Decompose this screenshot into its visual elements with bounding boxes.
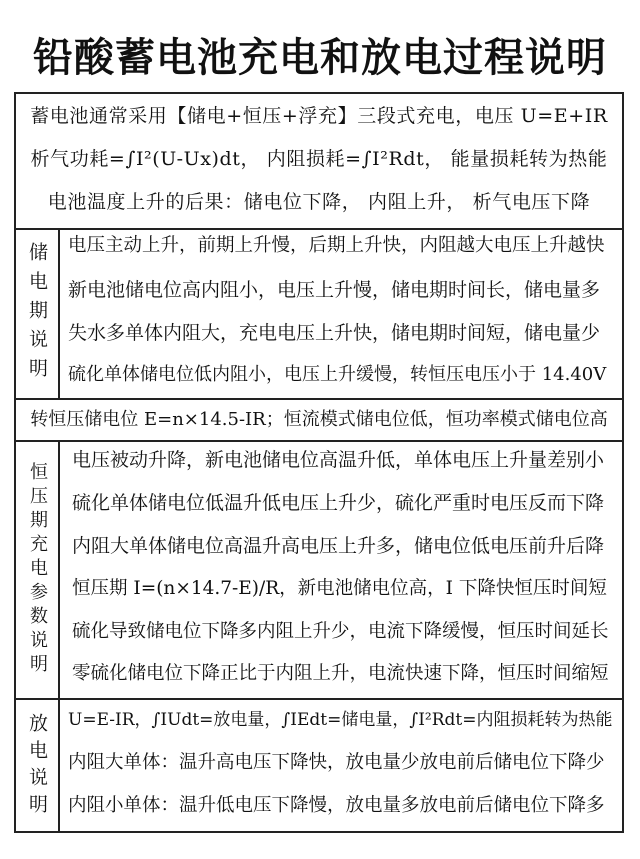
discharge-label: 放电说明 [26,712,48,821]
constant-line-4: 恒压期 I=(n×14.7-E)/R，新电池储电位高，I 下降快恒压时间短 [72,578,607,599]
constant-line-5: 硫化导致储电位下降多内阻上升少，电流下降缓慢，恒压时间延长 [72,621,609,642]
intro-section [16,94,622,228]
intro-line-2: 析气功耗=∫I²(U-Ux)dt， 内阻损耗=∫I²Rdt， 能量损耗转为热能 [30,148,608,170]
discharge-label-cell [16,700,60,833]
transition-line: 转恒压储电位 E=n×14.5-IR；恒流模式储电位低，恒功率模式储电位高 [30,409,608,430]
page-title: 铅酸蓄电池充电和放电过程说明 [33,35,607,81]
storage-line-2: 新电池储电位高内阻小，电压上升慢，储电期时间长，储电量多 [68,279,601,301]
storage-line-4: 硫化单体储电位低内阻小，电压上升缓慢，转恒压电压小于 14.40V [68,364,607,385]
constant-label-cell [16,442,60,698]
document-table [14,92,624,833]
intro-line-1: 蓄电池通常采用【储电+恒压+浮充】三段式充电，电压 U=E+IR [30,105,608,127]
storage-section [16,230,622,398]
constant-label: 恒压期充电参数说明 [27,462,48,678]
discharge-line-2: 内阻大单体：温升高电压下降快，放电量少放电前后储电位下降少 [68,752,605,773]
discharge-line-1: U=E-IR，∫IUdt=放电量，∫IEdt=储电量，∫I²Rdt=内阻损耗转为热能 [68,710,613,730]
storage-label: 储电期说明 [26,241,48,387]
constant-line-6: 零硫化储电位下降正比于内阻上升，电流快速下降，恒压时间缩短 [72,663,609,684]
discharge-section [16,700,622,833]
intro-line-3: 电池温度上升的后果：储电位下降， 内阻上升， 析气电压下降 [47,191,591,213]
constant-line-3: 内阻大单体储电位高温升高电压上升多，储电位低电压前升后降 [72,535,605,557]
constant-line-1: 电压被动升降，新电池储电位高温升低，单体电压上升量差别小 [72,449,605,471]
constant-line-2: 硫化单体储电位低温升低电压上升少，硫化严重时电压反而下降 [72,492,605,514]
constant-voltage-section [16,442,622,698]
discharge-line-3: 内阻小单体：温升低电压下降慢，放电量多放电前后储电位下降多 [68,795,605,816]
storage-label-cell [16,230,60,398]
storage-line-3: 失水多单体内阻大，充电电压上升快，储电期时间短，储电量少 [68,322,601,344]
transition-section [16,400,622,440]
storage-line-1: 电压主动上升，前期上升慢，后期上升快，内阻越大电压上升越快 [68,235,605,256]
